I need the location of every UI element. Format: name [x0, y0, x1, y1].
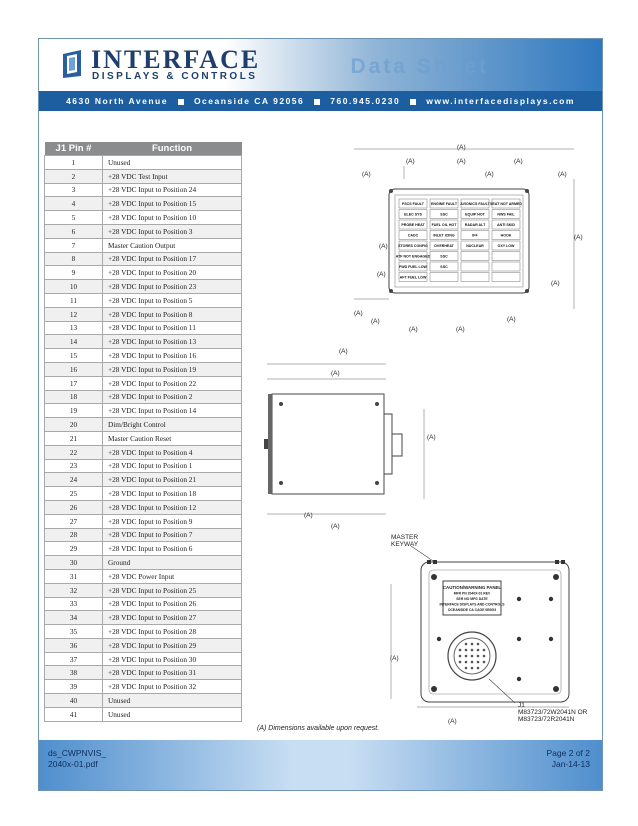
pin-number: 15 — [45, 349, 103, 363]
legend-cell — [492, 273, 520, 282]
legend-label: EQUIP HOT — [465, 212, 485, 217]
pin-function: +28 VDC Input to Position 30 — [103, 652, 242, 666]
pin-number: 39 — [45, 680, 103, 694]
dimension-label: (A) — [558, 171, 567, 178]
pin-number: 28 — [45, 528, 103, 542]
pin-function: +28 VDC Input to Position 3 — [103, 224, 242, 238]
connector-leader — [489, 679, 515, 703]
pin-number: 21 — [45, 431, 103, 445]
dimension-label: (A) — [331, 370, 340, 377]
dimension-label: (A) — [427, 434, 436, 441]
connector-pin — [465, 643, 468, 646]
pin-function: +28 VDC Input to Position 18 — [103, 487, 242, 501]
pin-function: +28 VDC Input to Position 23 — [103, 280, 242, 294]
pin-function: +28 VDC Power Input — [103, 569, 242, 583]
dimension-label: (A) — [456, 326, 465, 333]
pin-number: 9 — [45, 266, 103, 280]
dimension-label: (A) — [485, 171, 494, 178]
doc-id-line-1: ds_CWPNVIS_ — [48, 748, 107, 758]
dimension-label: (A) — [390, 655, 399, 662]
pin-number: 31 — [45, 569, 103, 583]
nameplate-text: CAUTION/WARNING PANEL — [442, 585, 502, 590]
legend-label: ANTI SKID — [497, 223, 515, 228]
connector-pin — [483, 649, 486, 652]
connector-pin — [471, 643, 474, 646]
dimension-label: (A) — [448, 718, 457, 725]
connector-pin — [483, 661, 486, 664]
legend-cell — [461, 273, 489, 282]
legend-cell — [492, 252, 520, 261]
city-address: Oceanside CA 92056 — [193, 96, 305, 106]
pin-number: 17 — [45, 376, 103, 390]
pin-function: +28 VDC Test Input — [103, 169, 242, 183]
connector-pin — [477, 643, 480, 646]
pin-function: +28 VDC Input to Position 25 — [103, 583, 242, 597]
pin-function: +28 VDC Input to Position 2 — [103, 390, 242, 404]
legend-cell — [492, 262, 520, 271]
pin-function: +28 VDC Input to Position 4 — [103, 445, 242, 459]
connector-pin — [459, 649, 462, 652]
connector-pin — [477, 649, 480, 652]
connector-part-label: M83723/72W2041N OR — [518, 709, 588, 716]
dimension-label: (A) — [362, 171, 371, 178]
pin-function: +28 VDC Input to Position 8 — [103, 307, 242, 321]
legend-label: ATF NOT ENGAGED — [395, 254, 431, 259]
website-link[interactable]: www.interfacedisplays.com — [426, 96, 575, 106]
connector-pin — [465, 661, 468, 664]
nameplate-text: INTERFACE DISPLAYS AND CONTROLS — [439, 602, 505, 607]
doc-id-line-2: 2040x-01.pdf — [48, 759, 98, 769]
pin-function: +28 VDC Input to Position 31 — [103, 666, 242, 680]
pin-function: Master Caution Output — [103, 238, 242, 252]
pin-number: 18 — [45, 390, 103, 404]
dimension-label: (A) — [551, 280, 560, 287]
nameplate-text: SER NO MFG DATE — [456, 597, 488, 601]
pin-number: 20 — [45, 418, 103, 432]
pin-number: 27 — [45, 514, 103, 528]
dimension-label: (A) — [409, 326, 418, 333]
pin-number: 22 — [45, 445, 103, 459]
pin-function: +28 VDC Input to Position 16 — [103, 349, 242, 363]
legend-label: SSC — [440, 212, 448, 217]
pin-function: +28 VDC Input to Position 21 — [103, 473, 242, 487]
legend-cell — [461, 262, 489, 271]
page-number: Page 2 of 2 — [546, 748, 590, 758]
pin-number: 12 — [45, 307, 103, 321]
pin-function: +28 VDC Input to Position 20 — [103, 266, 242, 280]
pin-function: +28 VDC Input to Position 14 — [103, 404, 242, 418]
pin-number: 5 — [45, 211, 103, 225]
pin-number: 32 — [45, 583, 103, 597]
legend-label: STORES CONFIG — [398, 244, 428, 249]
master-keyway-label: MASTER — [391, 534, 419, 541]
connector-pin — [471, 661, 474, 664]
pin-number: 23 — [45, 459, 103, 473]
pin-function: +28 VDC Input to Position 26 — [103, 597, 242, 611]
pin-number: 6 — [45, 224, 103, 238]
pin-number: 1 — [45, 156, 103, 170]
dimension-label: (A) — [339, 348, 348, 355]
legend-label: OXY LOW — [497, 244, 515, 249]
pin-function: +28 VDC Input to Position 32 — [103, 680, 242, 694]
dimension-label: (A) — [574, 234, 583, 241]
pin-number: 14 — [45, 335, 103, 349]
pin-function: +28 VDC Input to Position 11 — [103, 321, 242, 335]
dimension-label: (A) — [354, 310, 363, 317]
connector-pin — [471, 649, 474, 652]
dimension-label: (A) — [331, 523, 340, 530]
pin-function: +28 VDC Input to Position 10 — [103, 211, 242, 225]
connector-pin — [477, 667, 480, 670]
rear-view — [421, 560, 569, 702]
nameplate-text: OCEANSIDE CA CAGE 0B5G3 — [447, 608, 497, 612]
brand-tagline: DISPLAYS & CONTROLS — [92, 71, 258, 82]
column-header-function: Function — [103, 142, 242, 156]
footer-page-info — [547, 748, 590, 770]
pin-function: +28 VDC Input to Position 12 — [103, 500, 242, 514]
front-view — [389, 189, 529, 293]
pin-number: 35 — [45, 625, 103, 639]
pin-number: 30 — [45, 556, 103, 570]
side-view — [264, 394, 402, 494]
connector-part-label: M83723/72R2041N — [518, 716, 575, 723]
pin-number: 2 — [45, 169, 103, 183]
connector-pin — [483, 655, 486, 658]
legend-label: AVIONICS FAULT — [460, 202, 490, 207]
legend-label: NUCLEAR — [466, 244, 484, 249]
footer — [39, 740, 602, 790]
connector-pin — [477, 661, 480, 664]
pin-function: +28 VDC Input to Position 27 — [103, 611, 242, 625]
pin-number: 13 — [45, 321, 103, 335]
pin-number: 40 — [45, 694, 103, 708]
pin-number: 34 — [45, 611, 103, 625]
pin-number: 33 — [45, 597, 103, 611]
pin-function: Unused — [103, 707, 242, 721]
legend-label: PROBE HEAT — [401, 223, 425, 228]
pin-number: 41 — [45, 707, 103, 721]
legend-label: OVERHEAT — [434, 244, 454, 249]
pin-function: +28 VDC Input to Position 29 — [103, 638, 242, 652]
street-address: 4630 North Avenue — [66, 96, 168, 106]
legend-label: AFT FUEL LOW — [399, 275, 427, 280]
pin-function: +28 VDC Input to Position 24 — [103, 183, 242, 197]
dimension-label: (A) — [377, 271, 386, 278]
legend-label: IFF — [472, 233, 478, 238]
pin-number: 25 — [45, 487, 103, 501]
pin-number: 4 — [45, 197, 103, 211]
pin-function: +28 VDC Input to Position 13 — [103, 335, 242, 349]
connector-pin — [471, 667, 474, 670]
sheet-title: Data Sheet — [350, 55, 489, 78]
legend-cell — [461, 252, 489, 261]
pin-function: +28 VDC Input to Position 28 — [103, 625, 242, 639]
mechanical-drawing — [39, 39, 602, 739]
dimension-label: (A) — [514, 158, 523, 165]
pin-number: 19 — [45, 404, 103, 418]
nameplate-text: MFR PN 2040X-01 REV — [453, 591, 491, 596]
pin-number: 11 — [45, 293, 103, 307]
datasheet-page — [38, 38, 603, 791]
phone-number: 760.945.0230 — [330, 96, 401, 106]
pin-function: +28 VDC Input to Position 5 — [103, 293, 242, 307]
pin-number: 29 — [45, 542, 103, 556]
pin-function: +28 VDC Input to Position 9 — [103, 514, 242, 528]
dimension-label: (A) — [379, 243, 388, 250]
legend-label: FSCS FAULT — [402, 202, 424, 207]
dimension-label: (A) — [371, 318, 380, 325]
pin-function: Ground — [103, 556, 242, 570]
pin-function: Dim/Bright Control — [103, 418, 242, 432]
dimension-label: (A) — [406, 158, 415, 165]
pin-function: Master Caution Reset — [103, 431, 242, 445]
pin-function: +28 VDC Input to Position 1 — [103, 459, 242, 473]
master-keyway-label: KEYWAY — [391, 541, 419, 548]
pin-number: 16 — [45, 362, 103, 376]
pin-number: 7 — [45, 238, 103, 252]
pin-number: 3 — [45, 183, 103, 197]
legend-label: SEAT NOT ARMED — [490, 202, 522, 207]
pin-function: +28 VDC Input to Position 15 — [103, 197, 242, 211]
pin-function: +28 VDC Input to Position 7 — [103, 528, 242, 542]
connector-part-label: J1 — [518, 702, 525, 709]
legend-label: SSC — [440, 254, 448, 259]
dimensions-note: (A) Dimensions available upon request. — [257, 725, 380, 732]
legend-label: ENGINE FAULT — [430, 202, 458, 207]
revision-date: Jan-14-13 — [551, 759, 590, 769]
legend-label: HOOK — [500, 233, 512, 238]
dimension-label: (A) — [457, 158, 466, 165]
legend-label: CADC — [407, 233, 419, 238]
legend-label: FUEL OIL HOT — [431, 223, 457, 228]
legend-label: INLET ICING — [433, 233, 455, 238]
dimension-label: (A) — [304, 512, 313, 519]
column-header-pin: J1 Pin # — [45, 142, 103, 156]
pin-number: 24 — [45, 473, 103, 487]
dimension-label: (A) — [507, 316, 516, 323]
pin-number: 37 — [45, 652, 103, 666]
pin-number: 10 — [45, 280, 103, 294]
pin-number: 8 — [45, 252, 103, 266]
pin-function: Unused — [103, 156, 242, 170]
legend-label: FWD FUEL LOW — [399, 265, 427, 270]
pin-number: 36 — [45, 638, 103, 652]
keyway-leader — [411, 546, 433, 561]
connector-pin — [465, 655, 468, 658]
pin-function: +28 VDC Input to Position 22 — [103, 376, 242, 390]
pin-function: +28 VDC Input to Position 6 — [103, 542, 242, 556]
pin-number: 26 — [45, 500, 103, 514]
legend-label: RADAR ALT — [464, 223, 486, 228]
pin-number: 38 — [45, 666, 103, 680]
pin-function: +28 VDC Input to Position 17 — [103, 252, 242, 266]
brand-name: INTERFACE — [91, 45, 261, 74]
connector-pin — [477, 655, 480, 658]
legend-label: NWS FAIL — [497, 212, 515, 217]
footer-document-id — [48, 748, 106, 770]
legend-cell — [430, 273, 458, 282]
legend-label: SSC — [440, 265, 448, 270]
dimension-label: (A) — [457, 144, 466, 151]
pin-function: +28 VDC Input to Position 19 — [103, 362, 242, 376]
connector-pin — [465, 667, 468, 670]
connector-pin — [459, 661, 462, 664]
connector-pin — [459, 655, 462, 658]
connector-pin — [465, 649, 468, 652]
pin-function: Unused — [103, 694, 242, 708]
legend-label: ELEC SYS — [404, 212, 422, 217]
connector-pin — [471, 655, 474, 658]
